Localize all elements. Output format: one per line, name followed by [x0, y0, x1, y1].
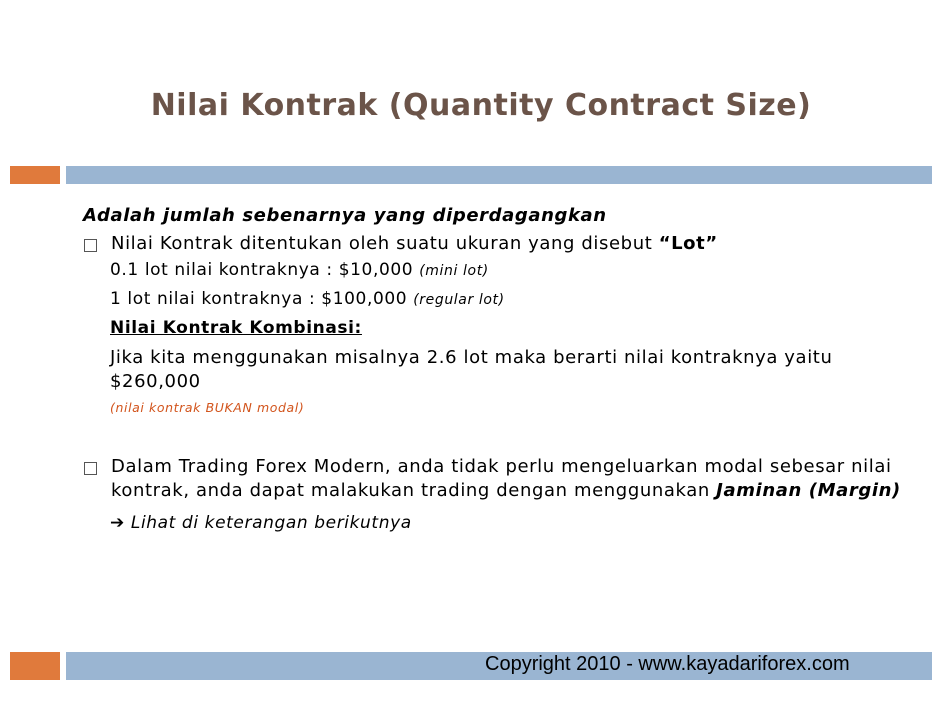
- combo-text: Jika kita menggunakan misalnya 2.6 lot maka berarti nilai kontraknya yaitu $260,000: [110, 347, 833, 392]
- arrow-line: [110, 513, 914, 533]
- red-note: (nilai kontrak BUKAN modal): [110, 400, 305, 415]
- footer-orange-bar: [10, 652, 60, 680]
- mini-lot-note: (mini lot): [419, 263, 489, 279]
- regular-lot-text: 1 lot nilai kontraknya : $100,000: [110, 289, 414, 309]
- arrow-text: Lihat di keterangan berikutnya: [130, 513, 412, 533]
- bullet-item-margin: [84, 455, 914, 503]
- checkbox-bullet-icon: [84, 462, 97, 475]
- title-orange-bar: [10, 166, 60, 184]
- regular-lot-note: (regular lot): [413, 292, 505, 308]
- spacer: [84, 415, 914, 455]
- regular-lot-line: [110, 285, 914, 314]
- mini-lot-line: [110, 256, 914, 285]
- footer-copyright: Copyright 2010 - www.kayadariforex.com: [485, 653, 850, 675]
- arrow-right-icon: ➔: [110, 513, 125, 533]
- bullet-margin-text: Dalam Trading Forex Modern, anda tidak perlu mengeluarkan modal sebesar nilai kontrak, anda dapat malakukan trading dengan menggunakan: [111, 456, 892, 501]
- bullet-lot-text: Nilai Kontrak ditentukan oleh suatu ukuran yang disebut: [111, 233, 659, 254]
- mini-lot-text: 0.1 lot nilai kontraknya : $10,000: [110, 260, 420, 280]
- slide-content: [84, 205, 914, 533]
- title-blue-bar: [66, 166, 932, 184]
- bullet-item-lot: [84, 232, 914, 256]
- bullet-margin-bold: Jaminan (Margin): [716, 480, 901, 501]
- bullet-lot-bold: “Lot”: [658, 233, 718, 254]
- bullet-text: [111, 232, 718, 256]
- slide-title: Nilai Kontrak (Quantity Contract Size): [150, 88, 812, 123]
- checkbox-bullet-icon: [84, 239, 97, 252]
- combo-heading: Nilai Kontrak Kombinasi:: [110, 318, 362, 338]
- bullet-text: [111, 455, 914, 503]
- intro-text: Adalah jumlah sebenarnya yang diperdagangkan: [83, 205, 607, 226]
